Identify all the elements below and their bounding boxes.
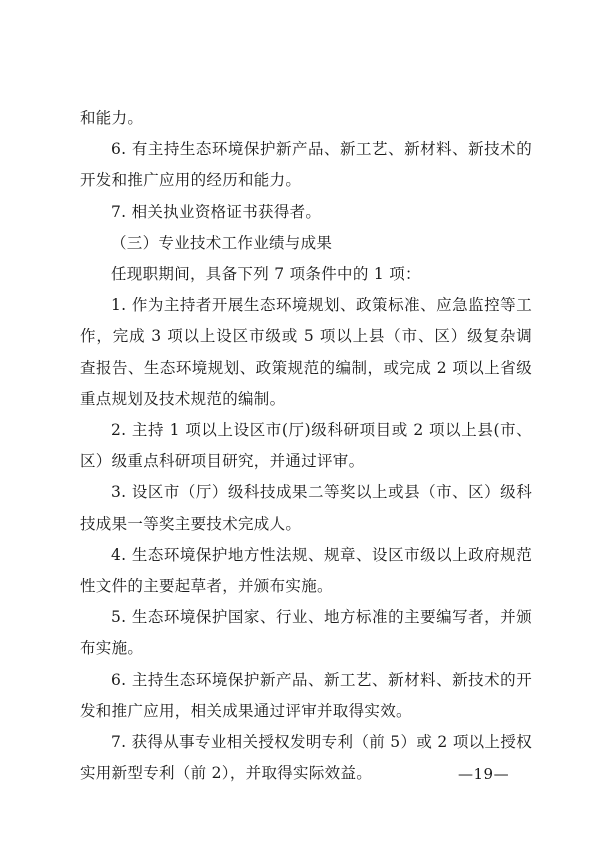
- paragraph-condition-6: 6. 主持生态环境保护新产品、新工艺、新材料、新技术的开发和推广应用，相关成果通过评审并取得实效。: [80, 670, 532, 720]
- section-heading: （三）专业技术工作业绩与成果: [111, 233, 333, 252]
- page-number: —19—: [458, 765, 510, 783]
- paragraph-condition-1: 1. 作为主持者开展生态环境规划、政策标准、应急监控等工作，完成 3 项以上设区市级或 5 项以上县（市、区）级复杂调查报告、生态环境规划、政策规范的编制，或完成 2 项以上省级重点规划及技术规范的编制。: [80, 296, 532, 408]
- paragraph-condition-4: 4. 生态环境保护地方性法规、规章、设区市级以上政府规范性文件的主要起草者，并颁布实施。: [80, 545, 532, 596]
- paragraph-continuation: 和能力。: [80, 109, 144, 127]
- paragraph-condition-2: 2. 主持 1 项以上设区市(厅)级科研项目或 2 项以上县(市、区）级重点科研项目研究，并通过评审。: [80, 421, 532, 471]
- paragraph-item-7-certificate: 7. 相关执业资格证书获得者。: [111, 202, 322, 221]
- paragraph-item-6-experience: 6. 有主持生态环境保护新产品、新工艺、新材料、新技术的开发和推广应用的经历和能力。: [80, 140, 532, 190]
- paragraph-condition-7: 7. 获得从事专业相关授权发明专利（前 5）或 2 项以上授权实用新型专利（前 2），并取得实际效益。: [80, 733, 532, 783]
- paragraph-condition-3: 3. 设区市（厅）级科技成果二等奖以上或县（市、区）级科技成果一等奖主要技术完成人。: [80, 483, 532, 533]
- paragraph-intro: 任现职期间，具备下列 7 项条件中的 1 项：: [111, 265, 421, 284]
- paragraph-condition-5: 5. 生态环境保护国家、行业、地方标准的主要编写者，并颁布实施。: [80, 608, 532, 658]
- document-body: [80, 103, 532, 789]
